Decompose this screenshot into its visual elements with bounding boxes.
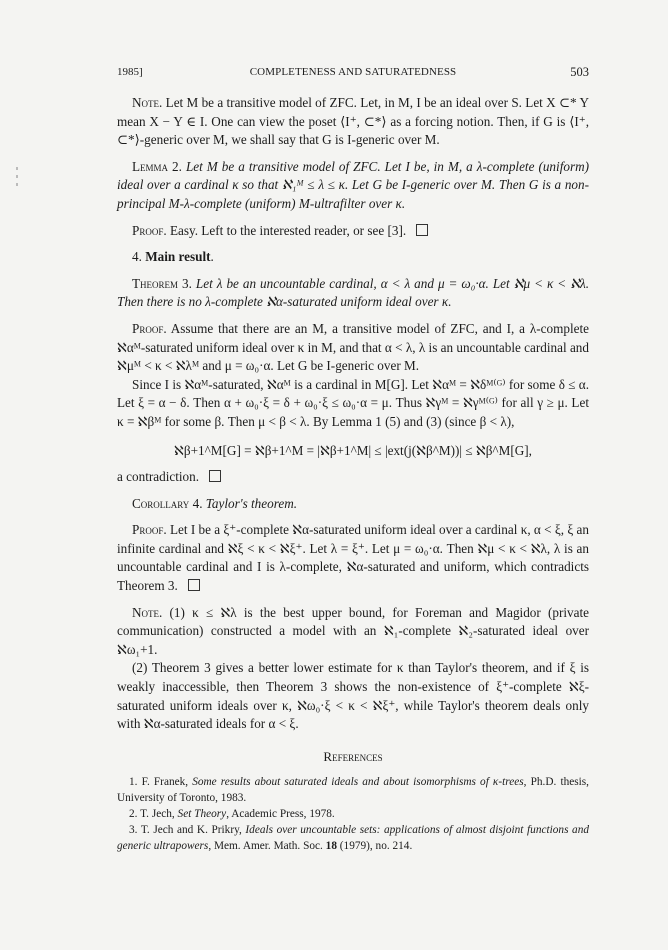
header-year: 1985]	[117, 66, 143, 78]
note-paragraph	[117, 94, 589, 150]
reference-number: 3.	[129, 824, 138, 837]
reference-title: Some results about saturated ideals and about isomorphisms of κ-trees	[192, 776, 524, 789]
note-text: (1) κ ≤ ℵλ is the best upper bound, for Foreman and Magidor (private communication) constructed a model with an ℵ₁-complete ℵ₂-saturated ideal over ℵω₁+1.	[117, 604, 589, 657]
theorem-label: Theorem 3.	[132, 275, 192, 291]
proof-theorem-3-para1	[117, 320, 589, 376]
note-label: Note.	[132, 95, 163, 110]
reference-details: (1979), no. 214.	[336, 840, 413, 853]
proof-label: Proof.	[132, 522, 167, 538]
reference-details: , Mem. Amer. Math. Soc.	[208, 840, 326, 853]
note-label: Note.	[132, 604, 163, 620]
proof-conclusion	[117, 468, 589, 487]
proof-label: Proof.	[132, 320, 167, 336]
proof-text: Let I be a ξ⁺-complete ℵα-saturated uniform ideal over a cardinal κ, α < ξ, ξ an infinite cardinal and ℵξ < κ < ℵξ⁺. Let λ = ξ⁺. Let μ = ω₀·α. Then ℵμ < κ < ℵλ, λ is an uncountable cardinal and I is λ-complete, ℵα-saturated and uniform, which contradicts Theorem 3.	[117, 522, 589, 594]
proof-text: Easy. Left to the interested reader, or see [3].	[166, 222, 407, 238]
reference-number: 2.	[129, 808, 138, 821]
reference-authors: F. Franek,	[141, 776, 189, 789]
proof-text: Assume that there are an M, a transitive model of ZFC, and I, a λ-complete ℵαᴹ-saturated uniform ideal over κ in M, and that α < λ, λ is an uncountable cardinal and ℵμᴹ < κ < ℵλᴹ and μ = ω₀·α. Let G be I-generic over M.	[117, 320, 589, 374]
corollary-label: Corollary 4.	[132, 495, 203, 511]
note-2-item-1	[117, 604, 589, 660]
theorem-3	[117, 275, 589, 312]
reference-item	[117, 774, 589, 806]
margin-scan-artifact	[16, 162, 20, 212]
qed-box-icon	[209, 470, 221, 482]
header-running-title: COMPLETENESS AND SATURATEDNESS	[249, 66, 457, 78]
qed-box-icon	[416, 224, 428, 236]
proof-text: Since I is ℵαᴹ-saturated, ℵαᴹ is a cardinal in M[G]. Let ℵαᴹ = ℵδᴹ⁽ᴳ⁾ for some δ ≤ α. Let ξ = α − δ. Then α + ω₀·ξ = δ + ω₀·ξ ≤ ω₀·α = μ. Thus ℵγᴹ = ℵγᴹ⁽ᴳ⁾ for all γ ≥ μ. Let κ = ℵβᴹ for some β. Then μ < β < λ. By Lemma 1 (5) and (3) (since β < λ),	[117, 376, 589, 429]
corollary-4	[117, 495, 589, 514]
reference-title: Ideals over uncountable sets: applications of almost disjoint functions and generic ultrapowers	[117, 824, 589, 853]
lemma-2	[117, 158, 589, 214]
section-number: 4.	[132, 249, 142, 265]
note-2-item-2	[117, 659, 589, 733]
equation-text: ℵβ+1^M[G] = ℵβ+1^M = |ℵβ+1^M| ≤ |ext(j(ℵβ^M))| ≤ ℵβ^M[G],	[174, 442, 532, 458]
lemma-statement: Let M be a transitive model of ZFC. Let I be, in M, a λ-complete (uniform) ideal over a cardinal κ so that ℵ₁ᴹ ≤ λ ≤ κ. Let G be I-generic over M. Then G is a non-principal M-λ-complete (uniform) M-ultrafilter over κ.	[117, 158, 589, 211]
references-heading: References	[323, 748, 383, 764]
lemma-label: Lemma 2.	[132, 158, 182, 174]
conclusion-text: a contradiction.	[117, 469, 200, 485]
reference-number: 1.	[129, 776, 138, 789]
reference-item	[117, 806, 589, 822]
page-number: 503	[570, 65, 589, 79]
proof-lemma-2	[117, 222, 589, 241]
reference-authors: T. Jech,	[140, 808, 175, 821]
reference-details: , Academic Press, 1978.	[226, 808, 335, 821]
references-list	[117, 774, 589, 854]
section-heading: 4. Main result.	[132, 249, 214, 265]
reference-volume: 18	[325, 840, 337, 853]
section-title: Main result	[145, 249, 211, 265]
qed-box-icon	[188, 579, 200, 591]
note-text: (2) Theorem 3 gives a better lower estimate for κ than Taylor's theorem, and if ξ is weakly inaccessible, then Theorem 3 shows the non-existence of ξ⁺-complete ℵξ-saturated uniform ideals over κ, ℵω₀·ξ < κ < ℵξ⁺, while Taylor's theorem deals only with ℵα-saturated ideals for α < ξ.	[117, 660, 589, 732]
theorem-statement: Let λ be an uncountable cardinal, α < λ and μ = ω₀·α. Let ℵμ < κ < ℵλ. Then there is no λ-complete ℵα-saturated uniform ideal over κ.	[117, 275, 589, 310]
reference-item	[117, 822, 589, 854]
proof-corollary-4	[117, 521, 589, 595]
reference-details: , Ph.D. thesis, University of Toronto, 1983.	[117, 776, 589, 805]
proof-label: Proof.	[132, 222, 167, 238]
main-text	[117, 94, 589, 854]
display-equation	[117, 442, 589, 461]
reference-title: Set Theory	[177, 808, 227, 821]
proof-theorem-3-para2	[117, 376, 589, 432]
running-header	[117, 66, 589, 82]
reference-authors: T. Jech and K. Prikry,	[140, 824, 242, 837]
corollary-statement: Taylor's theorem.	[202, 495, 298, 511]
note-text: Let M be a transitive model of ZFC. Let, in M, I be an ideal over S. Let X ⊂* Y mean X − Y ∈ I. One can view the poset ⟨I⁺, ⊂*⟩ as a forcing notion. Then, if G is ⟨I⁺, ⊂*⟩-generic over M, we shall say that G is I-generic over M.	[117, 95, 589, 148]
